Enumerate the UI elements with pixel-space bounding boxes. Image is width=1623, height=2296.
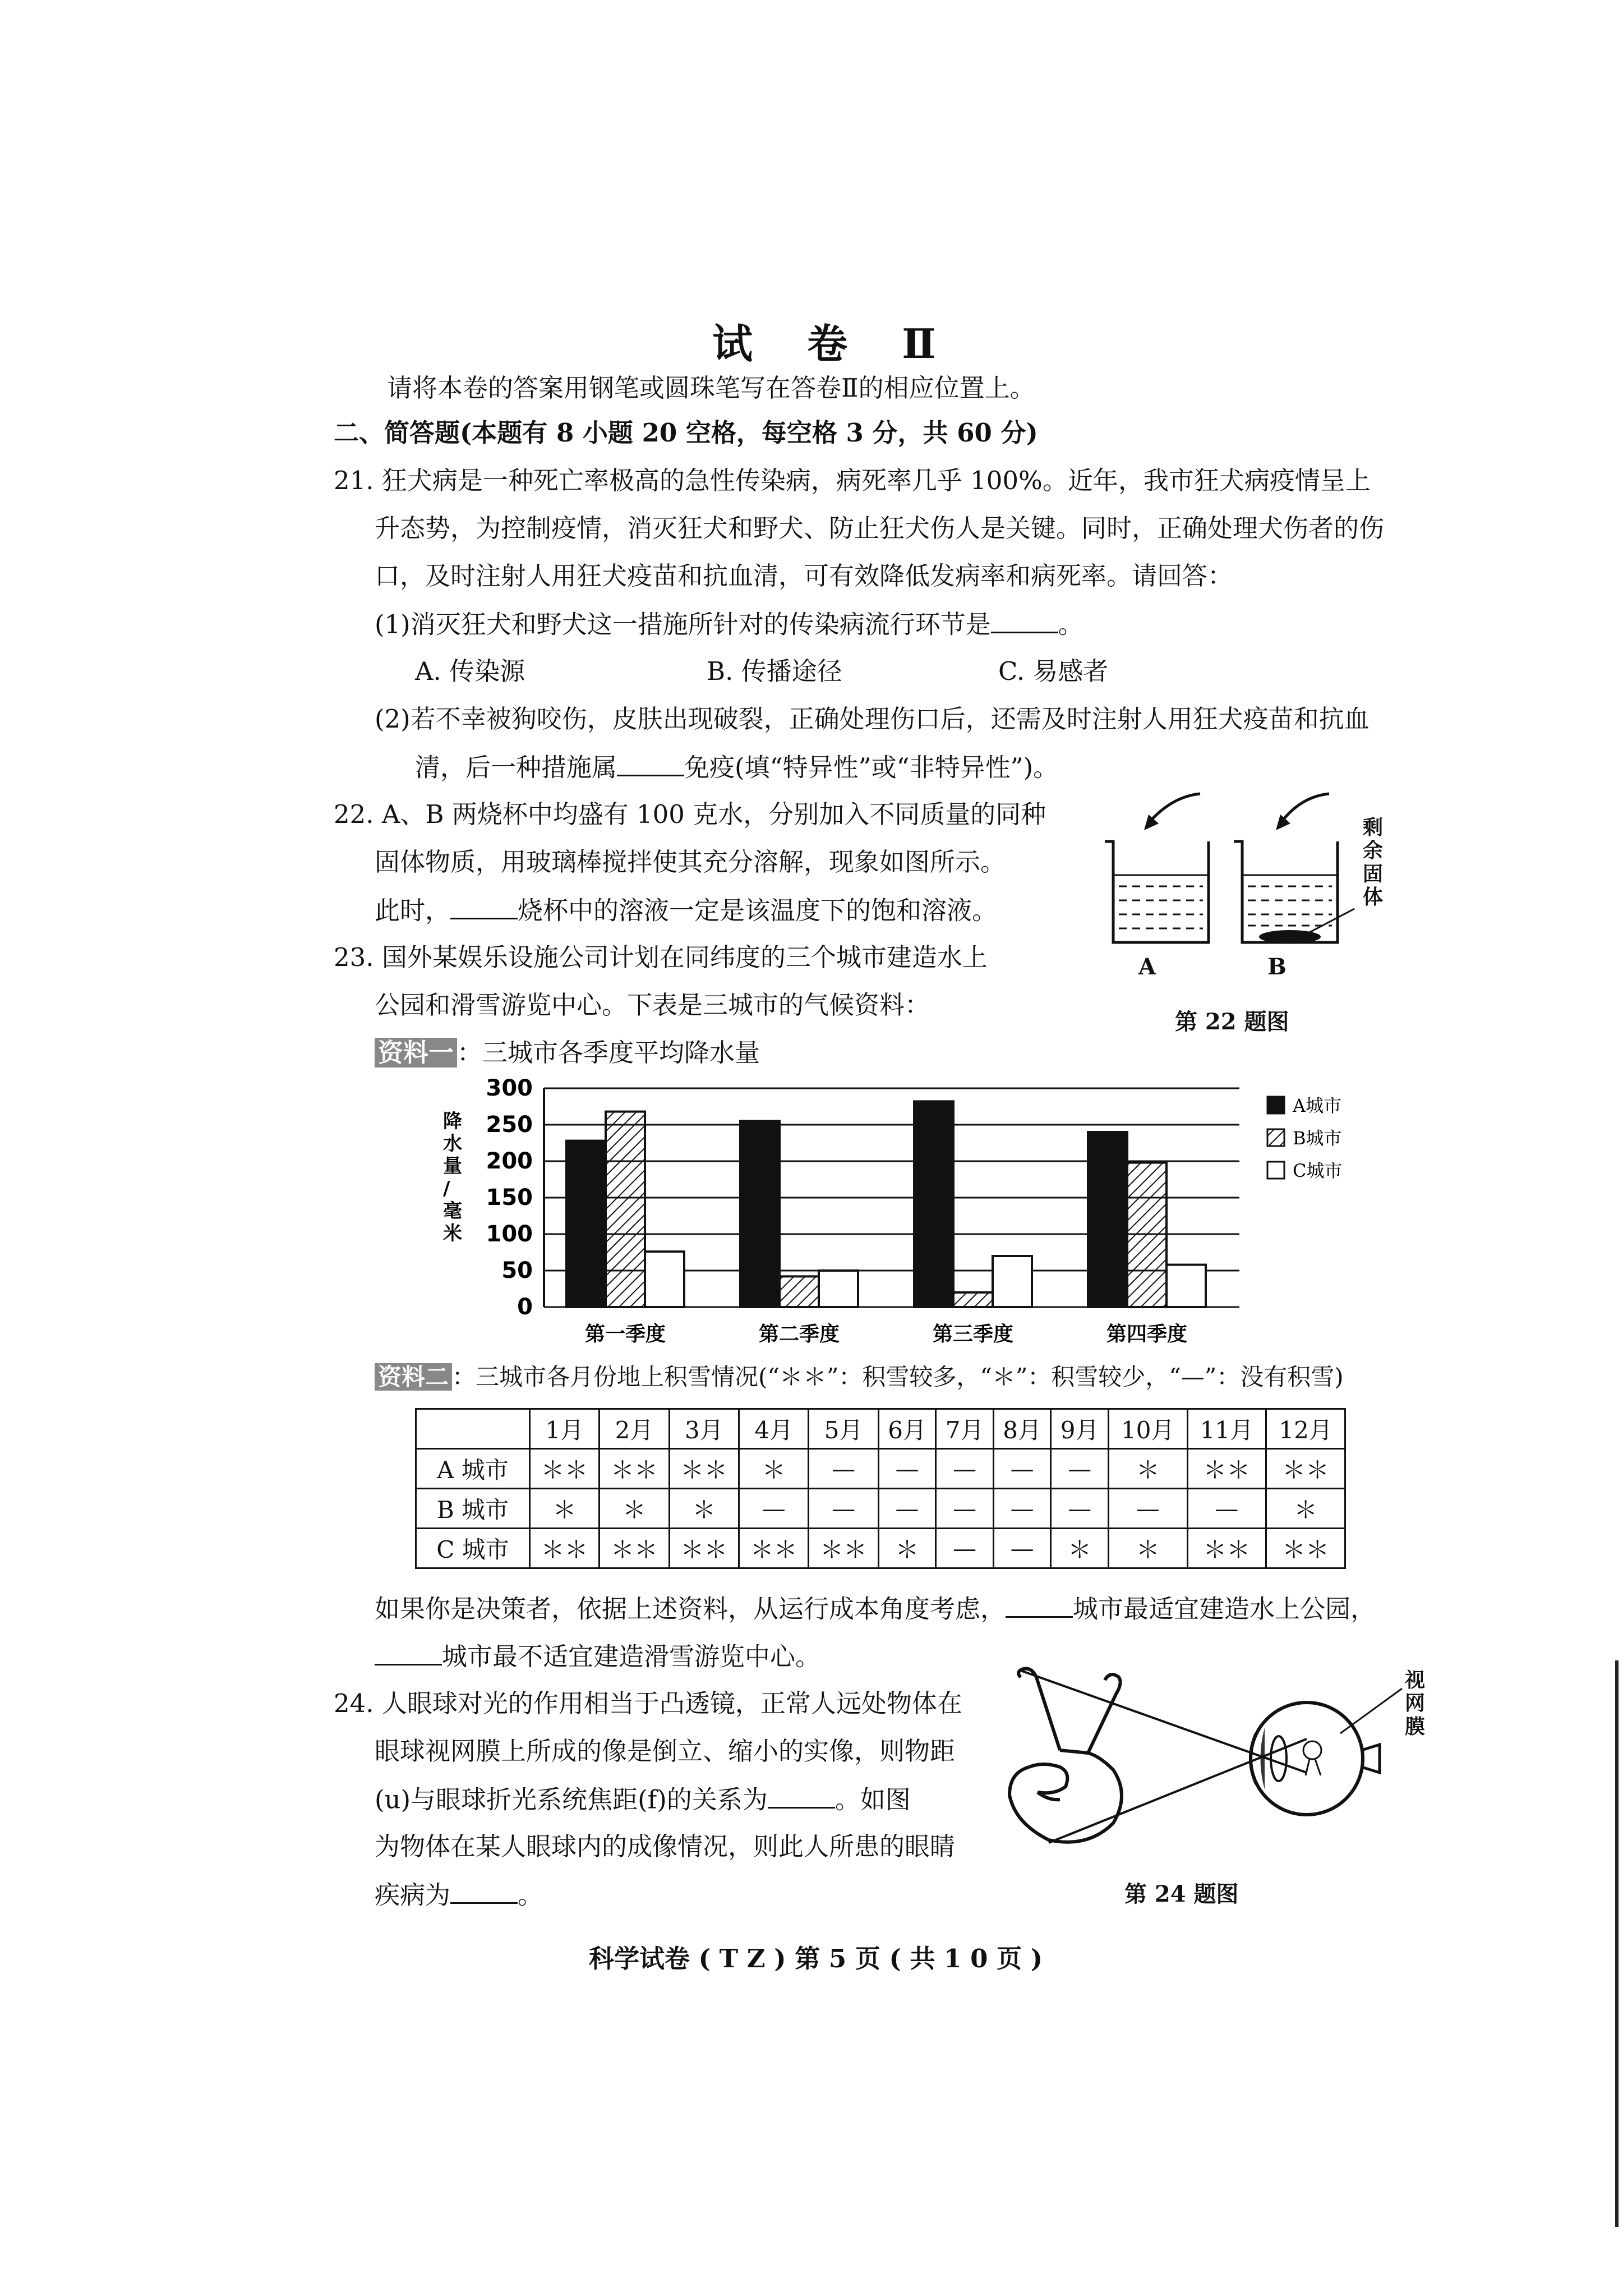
month-header-cell: 9月 [1051, 1409, 1109, 1449]
q24-line5 [375, 1879, 543, 1911]
answer-blank[interactable] [991, 609, 1058, 633]
legend-swatch [1267, 1129, 1284, 1146]
month-header-cell: 4月 [739, 1409, 809, 1449]
snow-cell: ＊＊ [1187, 1449, 1266, 1489]
ziliao2-tag: 资料二 [375, 1363, 452, 1391]
beaker-label-b: B [1267, 954, 1287, 980]
y-axis-label: 降水量/毫米 [443, 1110, 462, 1245]
q21-part2-text-a: 清，后一种措施属 [415, 752, 617, 783]
answer-blank[interactable] [768, 1784, 835, 1809]
month-header-cell: 11月 [1187, 1409, 1266, 1449]
bar-b-city [1127, 1163, 1166, 1307]
q23-line1: 23. 国外某娱乐设施公司计划在同纬度的三个城市建造水上 [334, 942, 988, 972]
q23-answer-c: 城市最不适宜建造滑雪游览中心。 [442, 1641, 821, 1672]
instruction: 请将本卷的答案用钢笔或圆珠笔写在答卷Ⅱ的相应位置上。 [387, 373, 1035, 403]
snow-cell: — [1051, 1449, 1109, 1489]
answer-blank[interactable] [617, 752, 684, 776]
q21-part1 [375, 609, 1083, 640]
bar-c-city [819, 1271, 858, 1307]
snow-cell: — [993, 1529, 1051, 1568]
retina-label: 视网膜 [1405, 1668, 1426, 1738]
snow-cell: ＊ [1051, 1529, 1109, 1568]
q24-line3-a: (u)与眼球折光系统焦距(f)的关系为 [375, 1784, 768, 1815]
bar-b-city [780, 1276, 819, 1307]
bar-c-city [1166, 1265, 1206, 1307]
q21-option-c: C. 易感者 [998, 656, 1109, 686]
month-header-cell: 12月 [1266, 1409, 1345, 1449]
snow-cell: — [993, 1489, 1051, 1529]
q23-answer-b: 城市最适宜建造水上公园， [1073, 1594, 1376, 1624]
q21-part2-line1: (2)若不幸被狗咬伤，皮肤出现破裂，正确处理伤口后，还需及时注射人用狂犬疫苗和抗血 [375, 704, 1370, 734]
snow-cell: ＊＊ [600, 1529, 669, 1568]
legend-swatch [1267, 1162, 1284, 1179]
beaker-figure [1088, 780, 1402, 993]
table-row [416, 1449, 1345, 1489]
q23-answer-line2 [375, 1641, 820, 1672]
snow-cell: ＊ [739, 1449, 809, 1489]
q21-part2-line2 [415, 752, 1058, 783]
q21-line2: 升态势，为控制疫情，消灭狂犬和野犬、防止狂犬伤人是关键。同时，正确处理犬伤者的伤 [375, 513, 1385, 543]
city-cell: B 城市 [416, 1489, 530, 1529]
month-header-cell: 10月 [1108, 1409, 1187, 1449]
snow-cell: ＊＊ [530, 1529, 600, 1568]
q23-line2: 公园和滑雪游览中心。下表是三城市的气候资料： [375, 990, 930, 1020]
q24-line3 [375, 1784, 911, 1815]
q24-line5-a: 疾病为 [375, 1880, 451, 1910]
q22-line3-b: 烧杯中的溶液一定是该温度下的饱和溶液。 [518, 895, 998, 926]
snow-cell: — [1108, 1489, 1187, 1529]
snow-cell: ＊＊ [530, 1449, 600, 1489]
q21-option-a: A. 传染源 [415, 656, 525, 686]
legend-swatch [1267, 1097, 1284, 1114]
x-category-label: 第一季度 [584, 1322, 666, 1346]
y-tick-label: 300 [486, 1077, 533, 1101]
y-tick-label: 100 [486, 1221, 533, 1247]
ziliao2-text: ：三城市各月份地上积雪情况(“＊＊”：积雪较多，“＊”：积雪较少，“—”：没有积雪) [452, 1363, 1344, 1391]
month-header-cell: 8月 [993, 1409, 1051, 1449]
q24-line5-b: 。 [518, 1880, 543, 1910]
q24-line3-b: 。如图 [834, 1784, 911, 1815]
snow-cell: — [739, 1489, 809, 1529]
answer-blank[interactable] [450, 895, 518, 919]
v-hand-drawing [1009, 1669, 1122, 1842]
snow-cell: ＊＊ [809, 1529, 878, 1568]
x-category-label: 第三季度 [932, 1322, 1014, 1346]
bar-a-city [740, 1121, 780, 1308]
ziliao1-tag: 资料一 [375, 1038, 457, 1068]
q22-line3 [375, 895, 997, 926]
q22-line1: 22. A、B 两烧杯中均盛有 100 克水，分别加入不同质量的同种 [334, 799, 1046, 829]
ziliao2 [375, 1363, 1344, 1391]
legend-label: C城市 [1293, 1160, 1343, 1181]
bar-a-city [1088, 1132, 1127, 1307]
snow-cell: ＊＊ [669, 1529, 739, 1568]
city-cell: A 城市 [416, 1449, 530, 1489]
snow-cell: — [936, 1489, 994, 1529]
q24-line1: 24. 人眼球对光的作用相当于凸透镜，正常人远处物体在 [334, 1688, 962, 1718]
bar-b-city [606, 1112, 645, 1307]
month-header-cell: 2月 [600, 1409, 669, 1449]
snow-cell: ＊ [530, 1489, 600, 1529]
q21-part2-text-b: 免疫(填“特异性”或“非特异性”)。 [684, 752, 1059, 783]
snow-cell: ＊ [1108, 1529, 1187, 1568]
city-cell: C 城市 [416, 1529, 530, 1568]
q21-line1: 21. 狂犬病是一种死亡率极高的急性传染病，病死率几乎 100%。近年，我市狂犬病疫情呈上 [334, 466, 1371, 495]
q21-part1-text: (1)消灭狂犬和野犬这一措施所针对的传染病流行环节是 [375, 609, 991, 639]
snow-cell: — [993, 1449, 1051, 1489]
snow-cell: — [1187, 1489, 1266, 1529]
snow-cell: — [809, 1489, 878, 1529]
snow-cell: ＊＊ [600, 1449, 669, 1489]
table-row [416, 1529, 1345, 1568]
snow-cell: ＊ [878, 1529, 936, 1568]
fig22-caption: 第 22 题图 [1175, 1009, 1289, 1035]
q21-line3: 口，及时注射人用狂犬疫苗和抗血清，可有效降低发病率和病死率。请回答： [375, 561, 1233, 591]
ziliao1 [375, 1038, 760, 1068]
month-header-cell: 6月 [878, 1409, 936, 1449]
eye-figure [976, 1655, 1436, 1890]
answer-blank[interactable] [375, 1641, 442, 1665]
precipitation-bar-chart [426, 1077, 1380, 1358]
y-tick-label: 50 [501, 1258, 533, 1283]
month-header-cell: 3月 [669, 1409, 739, 1449]
snow-cell: ＊＊ [1187, 1529, 1266, 1568]
table-row [416, 1489, 1345, 1529]
month-header-cell: 7月 [936, 1409, 994, 1449]
snow-cell: ＊＊ [1266, 1449, 1345, 1489]
snow-cell: — [878, 1449, 936, 1489]
snow-cell: ＊ [1266, 1489, 1345, 1529]
page-title: 试 卷 Ⅱ [712, 320, 956, 367]
snow-cell: — [878, 1489, 936, 1529]
bar-a-city [566, 1141, 606, 1307]
snow-cell: ＊＊ [669, 1449, 739, 1489]
snow-cell: ＊＊ [1266, 1529, 1345, 1568]
legend-label: A城市 [1293, 1095, 1342, 1116]
x-category-label: 第四季度 [1106, 1322, 1188, 1346]
snow-table [415, 1408, 1346, 1569]
y-tick-label: 150 [486, 1185, 533, 1211]
beaker-label-a: A [1138, 954, 1156, 980]
snow-cell: — [936, 1529, 994, 1568]
y-tick-label: 200 [486, 1148, 533, 1174]
snow-cell: ＊＊ [739, 1529, 809, 1568]
snow-cell: — [936, 1449, 994, 1489]
q22-line2: 固体物质，用玻璃棒搅拌使其充分溶解，现象如图所示。 [375, 847, 1006, 877]
y-tick-label: 250 [486, 1112, 533, 1138]
q24-line2: 眼球视网膜上所成的像是倒立、缩小的实像，则物距 [375, 1736, 956, 1766]
q24-line4: 为物体在某人眼球内的成像情况，则此人所患的眼睛 [375, 1832, 956, 1861]
q22-line3-a: 此时， [375, 895, 451, 926]
q21-part1-end: 。 [1058, 609, 1083, 639]
q23-answer-a: 如果你是决策者，依据上述资料，从运行成本角度考虑， [375, 1594, 1006, 1624]
snow-cell: — [1051, 1489, 1109, 1529]
bar-c-city [993, 1256, 1032, 1307]
snow-cell: ＊ [1108, 1449, 1187, 1489]
fig24-caption: 第 24 题图 [1124, 1881, 1239, 1907]
table-header-row [416, 1409, 1345, 1449]
q23-answer-line1 [375, 1593, 1376, 1625]
x-category-label: 第二季度 [758, 1322, 840, 1346]
bar-b-city [953, 1292, 993, 1307]
bar-c-city [645, 1251, 684, 1307]
page-footer: 科学试卷 ( T Z ) 第 5 页 ( 共 1 0 页 ) [589, 1944, 1043, 1973]
snow-cell: ＊ [669, 1489, 739, 1529]
ziliao1-text: ：三城市各季度平均降水量 [457, 1038, 760, 1068]
legend-label: B城市 [1293, 1128, 1342, 1149]
scan-edge [1615, 1660, 1619, 2227]
month-header-cell: 1月 [530, 1409, 600, 1449]
q21-option-b: B. 传播途径 [707, 656, 842, 686]
table-corner-cell [416, 1409, 530, 1449]
section-heading: 二、简答题(本题有 8 小题 20 空格，每空格 3 分，共 60 分) [334, 418, 1038, 448]
bar-a-city [914, 1101, 953, 1307]
answer-blank[interactable] [1006, 1593, 1073, 1618]
residue-label: 剩余固体 [1363, 816, 1384, 909]
y-tick-label: 0 [517, 1294, 533, 1320]
month-header-cell: 5月 [809, 1409, 878, 1449]
snow-cell: — [809, 1449, 878, 1489]
snow-cell: ＊ [600, 1489, 669, 1529]
answer-blank[interactable] [450, 1879, 518, 1904]
